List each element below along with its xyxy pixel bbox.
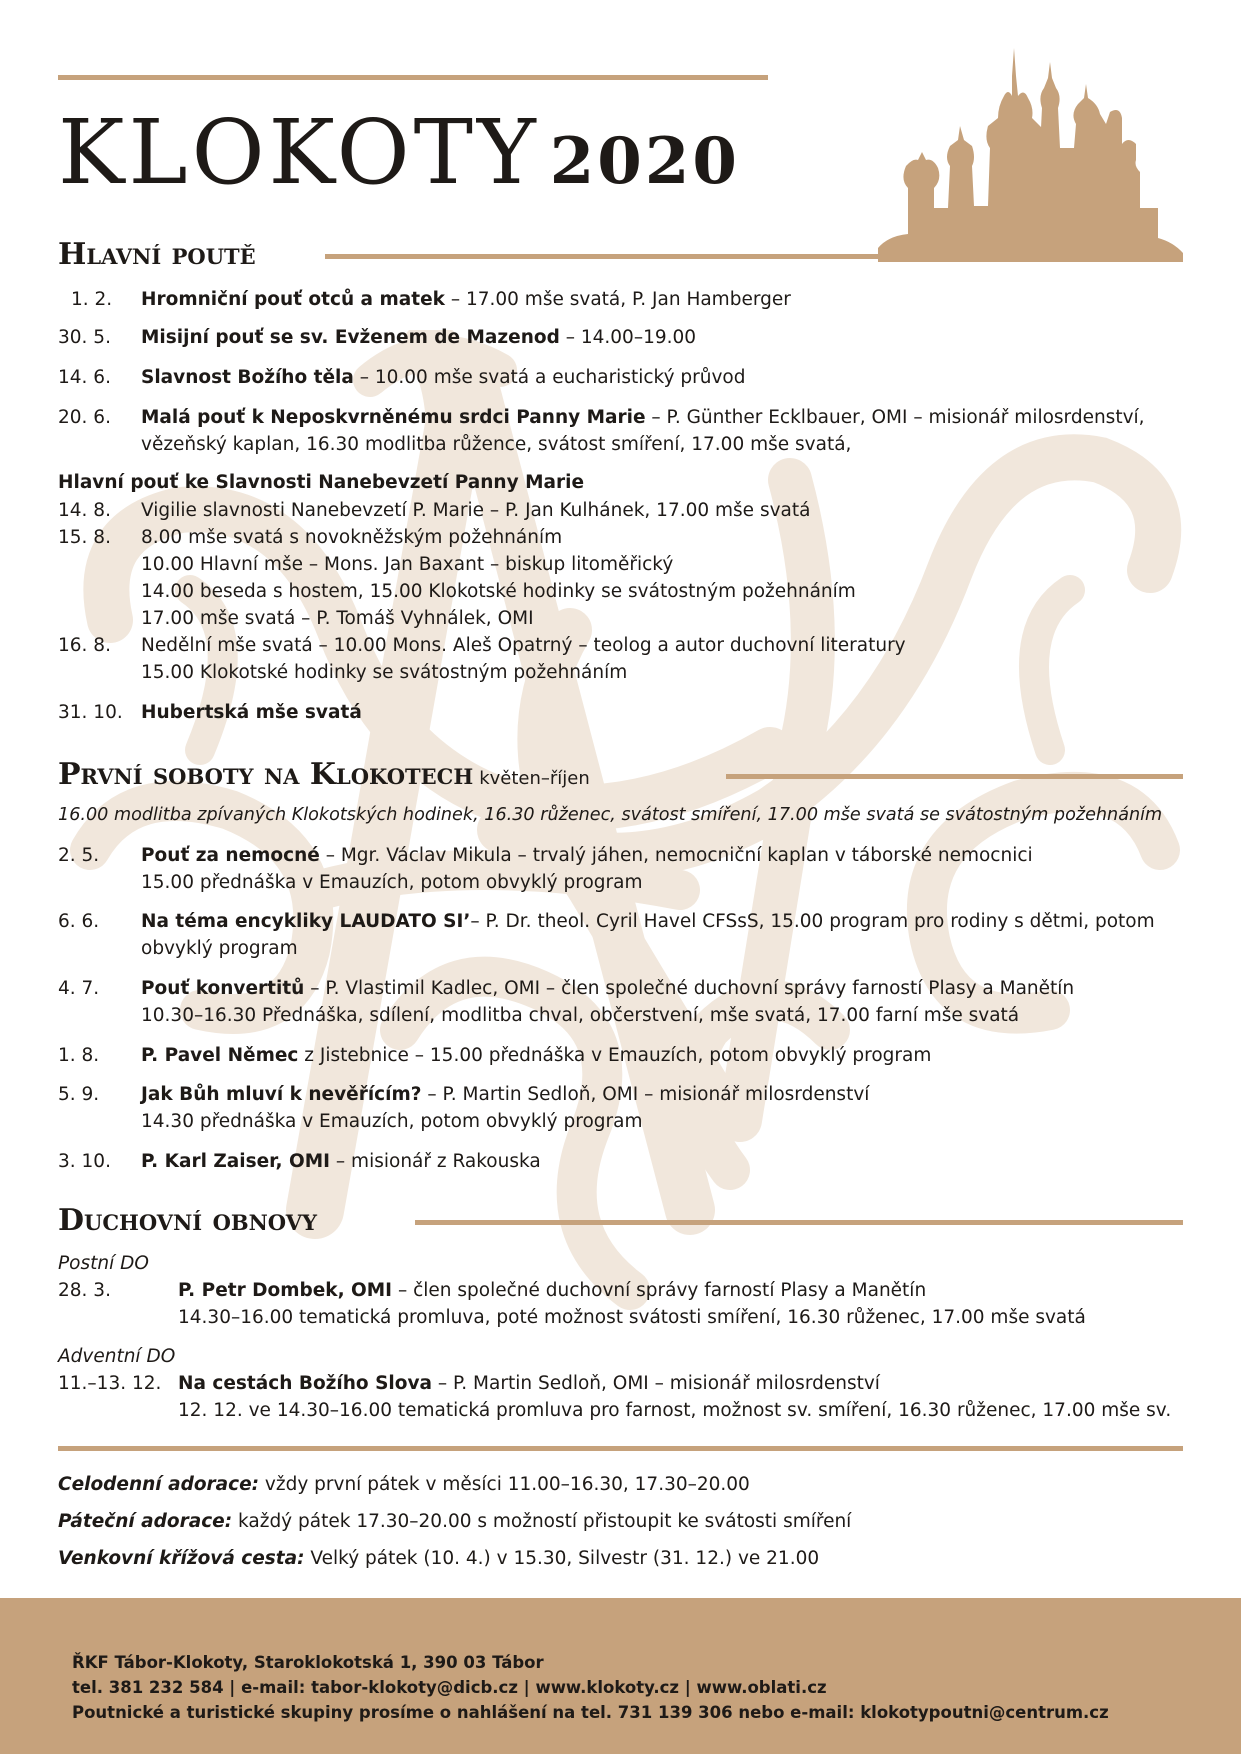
item-line: 15.00 Klokotské hodinky se svátostným požehnáním	[141, 662, 628, 683]
item-text	[141, 524, 856, 632]
item-date: 4. 7.	[58, 978, 100, 999]
info-label: Celodenní adorace:	[58, 1474, 260, 1495]
obnova-label: Postní DO	[58, 1253, 149, 1274]
item-title: Malá pouť k Neposkvrněnému srdci Panny Marie	[141, 407, 646, 428]
church-body	[878, 48, 1183, 262]
info-line	[58, 1471, 750, 1498]
title-year: 2020	[549, 124, 740, 199]
item-text	[141, 908, 1155, 962]
info-label: Venkovní křížová cesta:	[58, 1548, 305, 1569]
item-line2: 12. 12. ve 14.30–16.00 tematická promluva pro farnost, možnost sv. smíření, 16.30 růženec, 17.00 mše sv.	[178, 1400, 1172, 1421]
section-heading-hlavni: Hlavní poutě	[58, 237, 256, 272]
section-suffix-soboty: květen–říjen	[479, 768, 590, 789]
church-silhouette-icon	[878, 48, 1183, 262]
section-rule-hlavni	[325, 254, 1183, 259]
item-text	[141, 1081, 869, 1135]
item-text	[141, 1148, 541, 1175]
item-title: Hubertská mše svatá	[141, 702, 362, 723]
item-text	[141, 632, 906, 686]
item-text	[141, 842, 1033, 896]
item-date: 1. 2.	[71, 289, 113, 310]
footer-contacts: tel. 381 232 584 | e-mail: tabor-klokoty@dicb.cz | www.klokoty.cz | www.oblati.cz	[72, 1678, 827, 1697]
info-divider	[58, 1446, 1183, 1451]
item-rest: – P. Martin Sedloň, OMI – misionář milosrdenství	[421, 1084, 870, 1105]
info-line	[58, 1545, 819, 1572]
item-text	[141, 975, 1074, 1029]
item-title: P. Petr Dombek, OMI	[178, 1280, 393, 1301]
item-title: Na téma encykliky LAUDATO SI’	[141, 911, 471, 932]
item-date: 15. 8.	[58, 527, 111, 548]
info-line	[58, 1508, 851, 1535]
info-text: každý pátek 17.30–20.00 s možností přistoupit ke svátosti smíření	[232, 1511, 852, 1532]
item-rest: – 10.00 mše svatá a eucharistický průvod	[353, 367, 746, 388]
item-line: 17.00 mše svatá – P. Tomáš Vyhnálek, OMI	[141, 608, 534, 629]
item-line2: 14.30 přednáška v Emauzích, potom obvyklý program	[141, 1111, 643, 1132]
item-line2: vězeňský kaplan, 16.30 modlitba růžence, svátost smíření, 17.00 mše svatá,	[141, 434, 852, 455]
item-text	[141, 404, 1145, 458]
item-text	[178, 1370, 1171, 1424]
item-date: 11.–13. 12.	[58, 1373, 162, 1394]
item-line: 14.00 beseda s hostem, 15.00 Klokotské hodinky se svátostným požehnáním	[141, 581, 856, 602]
section-rule-obnovy	[415, 1220, 1183, 1225]
item-line2: 15.00 přednáška v Emauzích, potom obvyklý program	[141, 872, 643, 893]
item-rest: – P. Dr. theol. Cyril Havel CFSsS, 15.00 program pro rodiny s dětmi, potom	[470, 911, 1155, 932]
section-heading-obnovy: Duchovní obnovy	[58, 1203, 318, 1238]
nanebevzeti-heading: Hlavní pouť ke Slavnosti Nanebevzetí Panny Marie	[58, 472, 585, 493]
item-text: Vigilie slavnosti Nanebevzetí P. Marie – P. Jan Kulhánek, 17.00 mše svatá	[141, 500, 811, 521]
soboty-note: 16.00 modlitba zpívaných Klokotských hodinek, 16.30 růženec, svátost smíření, 17.00 mše svatá se svátostným požehnáním	[58, 805, 1163, 825]
item-rest: – misionář z Rakouska	[330, 1151, 541, 1172]
item-line2: 10.30–16.30 Přednáška, sdílení, modlitba chval, občerstvení, mše svatá, 17.00 farní mše svatá	[141, 1005, 1020, 1026]
item-line: 8.00 mše svatá s novokněžským požehnáním	[141, 527, 563, 548]
item-rest: – P. Vlastimil Kadlec, OMI – člen společné duchovní správy farností Plasy a Manětín	[304, 978, 1075, 999]
item-date: 5. 9.	[58, 1084, 100, 1105]
item-date: 28. 3.	[58, 1280, 111, 1301]
obnova-label: Adventní DO	[58, 1346, 176, 1367]
item-date: 14. 8.	[58, 500, 111, 521]
item-date: 1. 8.	[58, 1045, 100, 1066]
item-rest: – 14.00–19.00	[559, 327, 697, 348]
item-title: Pouť za nemocné	[141, 845, 320, 866]
item-title: Hromniční pouť otců a matek	[141, 289, 445, 310]
section-title-soboty: První soboty na Klokotech	[58, 757, 474, 792]
item-text	[141, 324, 696, 351]
item-title: P. Pavel Němec	[141, 1045, 299, 1066]
title-name: KLOKOTY	[58, 100, 540, 204]
item-text	[178, 1277, 1086, 1331]
item-text	[141, 1042, 931, 1069]
item-title: Misijní pouť se sv. Evženem de Mazenod	[141, 327, 560, 348]
info-label: Páteční adorace:	[58, 1511, 233, 1532]
watermark-tail-right	[1034, 590, 1070, 750]
item-title: Pouť konvertitů	[141, 978, 305, 999]
item-line2: 14.30–16.00 tematická promluva, poté možnost svátosti smíření, 16.30 růženec, 17.00 mše svatá	[178, 1307, 1086, 1328]
item-date: 30. 5.	[58, 327, 111, 348]
item-date: 16. 8.	[58, 635, 111, 656]
item-title: P. Karl Zaiser, OMI	[141, 1151, 331, 1172]
top-rule	[58, 75, 768, 80]
item-rest: – P. Günther Ecklbauer, OMI – misionář milosrdenství,	[645, 407, 1145, 428]
section-heading-soboty	[58, 757, 590, 792]
item-rest: – Mgr. Václav Mikula – trvalý jáhen, nemocniční kaplan v táborské nemocnici	[319, 845, 1033, 866]
item-rest: – P. Martin Sedloň, OMI – misionář milosrdenství	[432, 1373, 880, 1394]
item-rest: – člen společné duchovní správy farností Plasy a Manětín	[392, 1280, 927, 1301]
item-line: Nedělní mše svatá – 10.00 Mons. Aleš Opatrný – teolog a autor duchovní literatury	[141, 635, 906, 656]
item-date: 6. 6.	[58, 911, 100, 932]
footer-address: ŘKF Tábor-Klokoty, Staroklokotská 1, 390 03 Tábor	[72, 1653, 544, 1672]
item-date: 2. 5.	[58, 845, 100, 866]
item-title: Slavnost Božího těla	[141, 367, 354, 388]
section-rule-soboty	[726, 774, 1183, 779]
item-line2: obvyklý program	[141, 938, 298, 959]
item-text	[141, 286, 791, 313]
footer-groups: Poutnické a turistické skupiny prosíme o nahlášení na tel. 731 139 306 nebo e-mail: klokotypoutni@centrum.cz	[72, 1703, 1109, 1722]
item-date: 14. 6.	[58, 367, 111, 388]
info-text: vždy první pátek v měsíci 11.00–16.30, 17.30–20.00	[259, 1474, 750, 1495]
item-rest: – 17.00 mše svatá, P. Jan Hamberger	[444, 289, 791, 310]
item-title: Jak Bůh mluví k nevěřícím?	[141, 1084, 422, 1105]
footer-bar	[0, 1598, 1241, 1754]
item-date: 20. 6.	[58, 407, 111, 428]
page-title	[58, 100, 740, 204]
item-date: 3. 10.	[58, 1151, 111, 1172]
item-text	[141, 364, 746, 391]
info-text: Velký pátek (10. 4.) v 15.30, Silvestr (31. 12.) ve 21.00	[304, 1548, 820, 1569]
item-date: 31. 10.	[58, 702, 123, 723]
item-title: Na cestách Božího Slova	[178, 1373, 432, 1394]
item-line: 10.00 Hlavní mše – Mons. Jan Baxant – biskup litoměřický	[141, 554, 674, 575]
item-rest: z Jistebnice – 15.00 přednáška v Emauzích, potom obvyklý program	[298, 1045, 932, 1066]
